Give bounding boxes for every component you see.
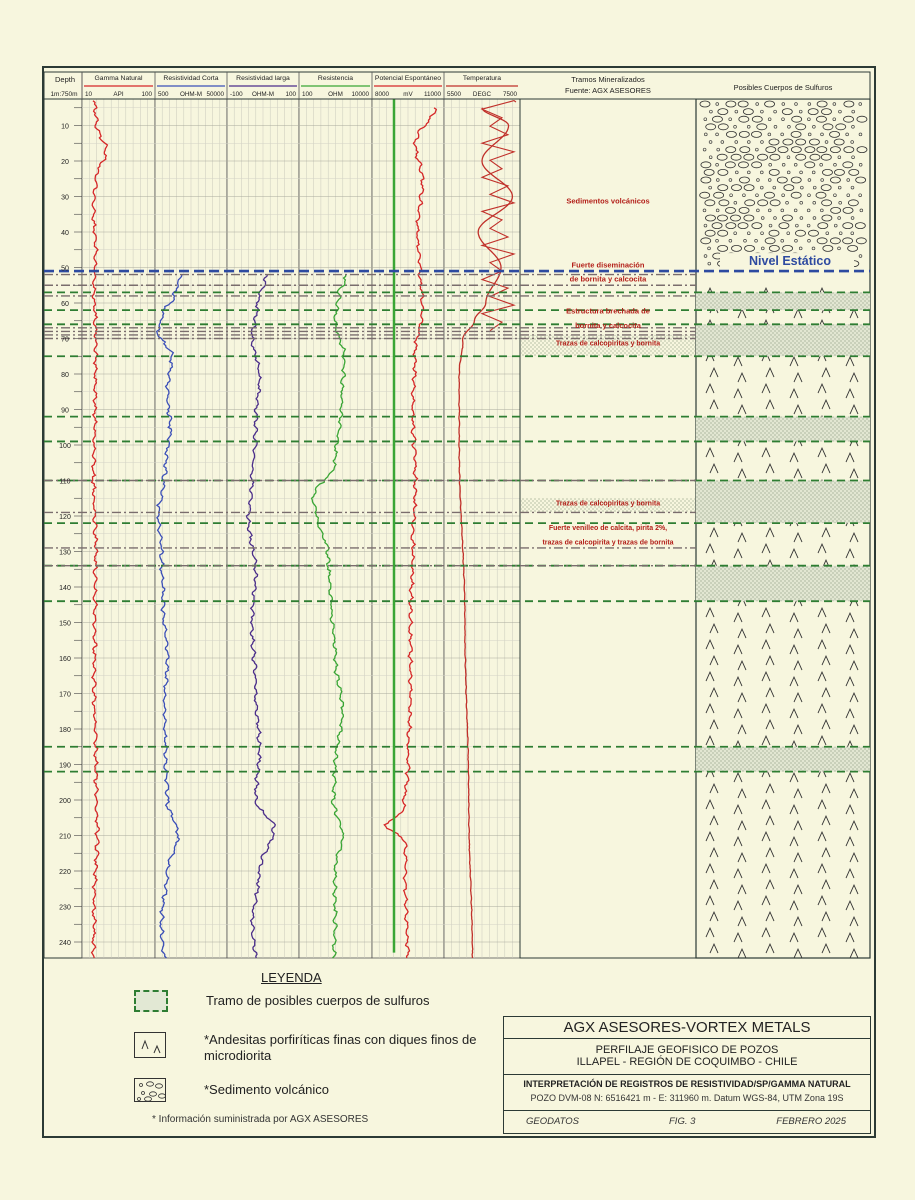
title-footer-right: FEBRERO 2025 [776,1116,846,1127]
track-unit: OHM-M [251,91,275,98]
depth-tick-label: 10 [61,123,69,131]
depth-tick-label: 210 [59,833,71,841]
scale-label: 1m:750m [50,91,78,98]
sulfide-zone-dots [696,566,870,602]
legend-text-andesite: *Andesitas porfiríticas finas con diques finos de microdiorita [204,1032,477,1063]
annotation: Trazas de calcopiritas y bornita [555,500,661,508]
title-footer-mid: FIG. 3 [669,1116,696,1127]
sulfide-zone-dots [696,747,870,772]
track-scale-left: 100 [302,91,313,98]
annotation: de bornita y calcocita [569,274,647,284]
sediment-swatch [134,1078,166,1102]
pebble [159,1094,166,1098]
title-footer [504,1111,870,1133]
legend-text-sediment: *Sedimento volcánico [204,1082,330,1097]
annotation: Estructura brechada de [566,306,650,316]
depth-tick-label: 40 [61,230,69,237]
depth-tick-label: 90 [61,407,69,415]
track-title: Gamma Natural [94,75,143,82]
pebble [140,1084,143,1087]
annotation: Sedimentos volcánicos [566,196,650,206]
depth-tick-label: 160 [59,656,71,663]
depth-tick-label: 60 [61,301,69,308]
track-scale-right: 100 [285,91,296,98]
pebble [147,1082,154,1086]
title-line2: ILLAPEL - REGIÓN DE COQUIMBO - CHILE [576,1056,798,1068]
depth-tick-label: 30 [61,194,69,202]
track-unit: mV [403,91,413,98]
depth-tick-label: 230 [59,904,71,912]
depth-tick-label: 130 [59,549,71,557]
tramos-title: Tramos Mineralizados [571,75,645,84]
sulfide-zone-dots [696,417,870,442]
legend-item-sediment [134,1078,524,1102]
depth-tick-label: 220 [59,869,71,876]
track-scale-left: 5500 [447,91,462,98]
track-scale-left: -100 [230,91,243,98]
depth-tick-label: 120 [59,514,71,521]
depth-tick-label: 190 [59,762,71,770]
legend-title: LEYENDA [261,970,322,985]
track-scale-left: 500 [158,91,169,98]
depth-tick-label: 50 [61,265,69,273]
annotation: Trazas de calcopiritas y bornita [555,340,661,348]
depth-tick-label: 20 [61,159,69,166]
legend-item-andesite [134,1032,524,1064]
track-title: Resistividad Corta [163,75,219,82]
title-footer-left: GEODATOS [526,1116,579,1127]
sulfide-zone-swatch [134,990,168,1012]
pebble [138,1098,141,1101]
legend-note: * Información suministrada por AGX ASESORES [152,1114,369,1125]
depth-tick-label: 180 [59,727,71,734]
track-title: Temperatura [462,75,502,82]
depth-tick-label: 240 [59,940,71,947]
depth-tick-label: 110 [59,478,71,486]
track-scale-right: 50000 [206,91,224,98]
depth-tick-label: 170 [59,691,71,699]
title-block [503,1016,871,1134]
depth-tick-label: 100 [59,443,71,450]
track-scale-right: 100 [141,91,152,98]
track-scale-right: 7500 [502,91,517,98]
depth-label: Depth [54,75,76,84]
title-interp [504,1075,870,1111]
track-title: Potencial Espontáneo [374,75,442,82]
depth-tick-label: 200 [59,798,71,805]
andesite-swatch [134,1032,166,1058]
track-title: Resistencia [317,75,354,82]
title-survey [504,1039,870,1075]
depth-tick-label: 80 [61,372,69,379]
annotation: bornita y calcocita [575,320,641,330]
track-title: Resistividad larga [236,75,290,82]
track-scale-left: 8000 [375,91,390,98]
annotation: Fuerte diseminación [571,260,645,270]
track-unit: OHM [328,91,343,98]
title-line4: POZO DVM-08 N: 6516421 m - E: 311960 m. Datum WGS-84, UTM Zona 19S [530,1093,844,1103]
depth-tick-label: 70 [61,336,69,344]
track-unit: DEGC [472,91,492,98]
pebble [145,1097,152,1101]
annotation: trazas de calcopirita y trazas de bornita [542,539,674,547]
depth-column [44,99,82,958]
depth-tick-label: 140 [59,585,71,592]
track-scale-right: 10000 [351,91,369,98]
depth-tick-label: 150 [59,620,71,628]
tramos-source: Fuente: AGX ASESORES [565,86,651,95]
pebble [156,1084,163,1088]
legend-text-sulfide: Tramo de posibles cuerpos de sulfuros [206,993,430,1008]
legend-item-sulfide [134,990,526,1012]
pebble [150,1092,157,1096]
sulfide-zone-dots [696,292,870,310]
pebble [142,1092,145,1095]
track-scale-right: 11000 [423,91,441,98]
sulfide-zone-dots [696,324,870,356]
track-scale-left: 10 [85,91,93,98]
track-unit: API [113,91,124,98]
sulfide-zone-dots [696,481,870,524]
annotation: Fuerte venilleo de calcita, pirita 2%, [548,525,668,533]
title-line3: INTERPRETACIÓN DE REGISTROS DE RESISTIVIDAD/SP/GAMMA NATURAL [523,1079,851,1089]
title-company: AGX ASESORES-VORTEX METALS [504,1017,870,1039]
track-unit: OHM-M [179,91,203,98]
static-level-label: Nivel Estático [749,254,831,269]
cuerpos-title: Posibles Cuerpos de Sulfuros [733,83,833,92]
title-line1: PERFILAJE GEOFISICO DE POZOS [595,1044,779,1056]
